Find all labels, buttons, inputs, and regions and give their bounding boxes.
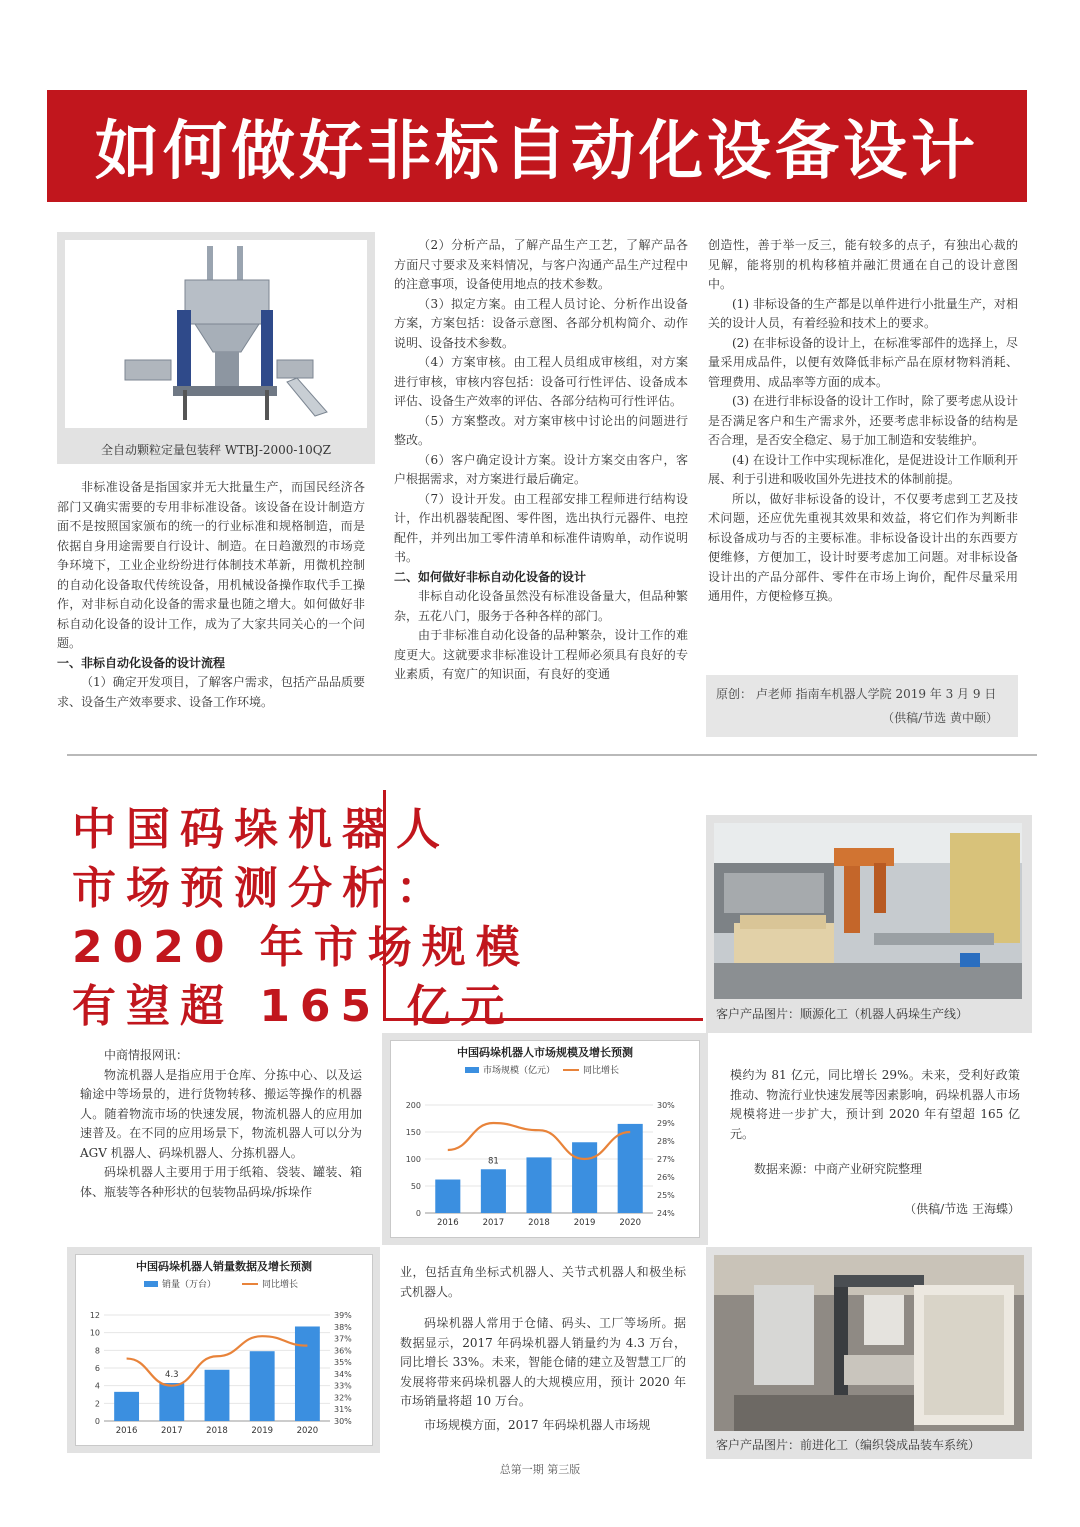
y-tick-label: 12 [89, 1311, 100, 1320]
data-label: 4.3 [165, 1370, 179, 1381]
paragraph: (3) 在进行非标设备的设计工作时，除了要考虑从设计是否满足客户和生产需求外，还要考虑非标设备的结构是否合理，是否安全稳定、易于加工制造和安装维护。 [708, 394, 1018, 447]
article1-column-1 [57, 478, 365, 712]
paragraph: 中商情报网讯： [104, 1048, 189, 1062]
data-label: 81 [487, 1156, 499, 1167]
y2-tick-label: 30% [334, 1417, 352, 1426]
y-tick-label: 0 [415, 1209, 421, 1218]
article2-column-mid [400, 1263, 686, 1435]
chart-bar [114, 1392, 139, 1421]
credit-editor: （供稿/节选 黄中颐） [882, 711, 998, 725]
article2-title [72, 800, 532, 1036]
y2-tick-label: 39% [334, 1311, 352, 1320]
paragraph: 非标自动化设备虽然没有标准设备量大，但品种繁杂，五花八门，服务于各种各样的部门。 [394, 589, 688, 623]
chart-bar [618, 1124, 643, 1213]
y-tick-label: 4 [94, 1381, 100, 1391]
article-title: 如何做好非标自动化设备设计 [95, 115, 979, 189]
x-tick-label: 2016 [436, 1218, 459, 1228]
x-tick-label: 2017 [482, 1218, 505, 1228]
x-tick-label: 2017 [160, 1426, 183, 1436]
paragraph: 码垛机器人主要用于用于纸箱、袋装、罐装、箱体、瓶装等各种形状的包装物品码垛/拆垛作 [80, 1165, 362, 1199]
y2-tick-label: 26% [657, 1173, 675, 1182]
y2-tick-label: 35% [334, 1358, 352, 1368]
customer-photo-box-1 [706, 815, 1032, 1033]
chart-title: 中国码垛机器人销量数据及增长预测 [136, 1260, 312, 1273]
product-photo-box [57, 232, 375, 464]
paragraph: 业，包括直角坐标式机器人、关节式机器人和极坐标式机器人。 [400, 1265, 686, 1299]
paragraph: (1) 非标设备的生产都是以单件进行小批量生产，对相关的设计人员，有着经验和技术上的要求。 [708, 296, 1018, 330]
chart-title: 中国码垛机器人市场规模及增长预测 [457, 1046, 633, 1059]
paragraph: 码垛机器人常用于仓储、码头、工厂等场所。据数据显示，2017 年码垛机器人销量约为 4.3 万台，同比增长 33%。未来，智能仓储的建立及智慧工厂的发展将带来码垛机器人的大规模应用，预计 2020 年市场销量将超 10 万台。 [400, 1316, 686, 1408]
market-size-chart-panel [382, 1033, 708, 1245]
y2-tick-label: 25% [657, 1191, 675, 1200]
y-tick-label: 200 [405, 1101, 421, 1110]
article2-column-left [80, 1046, 362, 1202]
x-tick-label: 2016 [115, 1426, 138, 1436]
paragraph: （7）设计开发。由工程部安排工程师进行结构设计，作出机器装配图、零件图，选出执行元器件、电控配件，并列出加工零件清单和标准件请购单，动作说明书。 [394, 491, 688, 564]
title-line: 中国码垛机器人 [72, 804, 450, 855]
y2-tick-label: 37% [334, 1334, 352, 1344]
paragraph: 由于非标准自动化设备的品种繁杂，设计工作的难度更大。这就要求非标准设计工程师必须具有良好的专业素质，有宽广的知识面，有良好的变通 [394, 628, 688, 681]
title-line: 市场预测分析： [72, 863, 450, 914]
y2-tick-label: 32% [334, 1393, 352, 1403]
paragraph: （1）确定开发项目，了解客户需求，包括产品品质要求、设备生产效率要求、设备工作环境。 [57, 675, 365, 709]
packaging-machine-image [65, 240, 367, 428]
bag-loading-system-image [714, 1255, 1024, 1431]
y2-tick-label: 34% [334, 1369, 352, 1379]
credit-box [706, 675, 1018, 737]
chart-bar [205, 1370, 230, 1421]
chart-bar [435, 1180, 460, 1213]
legend-label: 市场规模（亿元） [483, 1066, 556, 1076]
legend-label: 同比增长 [262, 1280, 299, 1290]
palletizing-line-image [714, 823, 1022, 999]
y2-tick-label: 24% [657, 1209, 675, 1218]
article1-column-2 [394, 236, 688, 685]
page-footer: 总第一期 第三版 [499, 1463, 581, 1476]
chart-bar [572, 1142, 597, 1213]
section-heading: 二、如何做好非标自动化设备的设计 [394, 569, 587, 584]
growth-line [448, 1123, 630, 1159]
paragraph: (4) 在设计工作中实现标准化，是促进设计工作顺利开展、利于引进和吸收国外先进技术的体制前提。 [708, 452, 1018, 486]
chart-bar [159, 1383, 184, 1421]
market-size-chart [390, 1040, 700, 1238]
paragraph: （2）分析产品，了解产品生产工艺，了解产品各方面尺寸要求及来料情况，与客户沟通产品生产过程中的注意事项，设备使用地点的技术参数。 [394, 238, 688, 291]
article2-column-right [730, 1066, 1020, 1219]
y-tick-label: 8 [94, 1346, 100, 1356]
y2-tick-label: 29% [657, 1119, 675, 1128]
customer-photo-box-2 [706, 1247, 1032, 1459]
paragraph: （5）方案整改。对方案审核中讨论出的问题进行整改。 [394, 413, 688, 447]
y2-tick-label: 38% [334, 1322, 352, 1332]
x-tick-label: 2018 [206, 1426, 228, 1436]
paragraph: (2) 在非标设备的设计上，在标准零部件的选择上，尽量采用成品件，以便有效降低非标产品在原材物料消耗、管理费用、成品率等方面的成本。 [708, 335, 1018, 389]
x-tick-label: 2020 [619, 1218, 642, 1228]
x-tick-label: 2019 [573, 1218, 596, 1228]
article1-column-3 [708, 236, 1018, 607]
paragraph: 市场规模方面，2017 年码垛机器人市场规 [424, 1417, 651, 1432]
photo-caption: 客户产品图片：顺源化工（机器人码垛生产线） [716, 1007, 969, 1021]
title-line: 2020 年市场规模 [72, 922, 530, 973]
photo-caption: 客户产品图片：前进化工（编织袋成品装车系统） [716, 1438, 981, 1452]
credit-editor: （供稿/节选 王海蝶） [904, 1201, 1020, 1216]
paragraph: 非标准设备是指国家并无大批量生产，而国民经济各部门又确实需要的专用非标准设备。该设备在设计制造方面不是按照国家颁布的统一的行业标准和规格制造，而是依据自身用途需要自行设计、制造。在日趋激烈的市场竞争环境下，工业企业纷纷进行体制技术革新，用微机控制的自动化设备取代传统设备，用机械设备操作取代手工操作，对非标自动化设备的需求量也随之增大。如何做好非标自动化设备的设计工作，成为了大家共同关心的一个问题。 [57, 480, 365, 650]
paragraph: （4）方案审核。由工程人员组成审核组，对方案进行审核，审核内容包括：设备可行性评估、设备成本评估、设备生产效率的评估、各部分结构可行性评估。 [394, 355, 688, 408]
legend-label: 销量（万台） [162, 1280, 217, 1290]
y2-tick-label: 27% [657, 1155, 675, 1164]
y2-tick-label: 36% [334, 1346, 352, 1356]
sales-chart-panel [67, 1247, 380, 1453]
paragraph: （6）客户确定设计方案。设计方案交由客户，客户根据需求，对方案进行最后确定。 [394, 452, 688, 486]
y2-tick-label: 28% [657, 1137, 675, 1146]
title-line: 有望超 165 亿元 [72, 981, 515, 1032]
x-tick-label: 2020 [296, 1426, 319, 1436]
sales-chart [75, 1254, 373, 1446]
y-tick-label: 150 [405, 1128, 421, 1137]
y-tick-label: 100 [405, 1155, 421, 1164]
y2-tick-label: 30% [657, 1101, 675, 1110]
data-source: 数据来源：中商产业研究院整理 [754, 1162, 923, 1176]
credit-line: 原创： 卢老师 指南车机器人学院 2019 年 3 月 9 日 [716, 687, 997, 701]
y-tick-label: 0 [94, 1417, 100, 1426]
legend-swatch-bar [144, 1281, 158, 1287]
legend-swatch-bar [465, 1067, 479, 1073]
y-tick-label: 6 [94, 1364, 100, 1373]
paragraph: 物流机器人是指应用于仓库、分拣中心、以及运输途中等场景的，进行货物转移、搬运等操作的机器人。随着物流市场的快速发展，物流机器人的应用加速普及。在不同的应用场景下，物流机器人可以分为 AGV 机器人、码垛机器人、分拣机器人。 [80, 1067, 362, 1160]
chart-bar [526, 1157, 551, 1213]
article-title-banner [47, 90, 1027, 202]
legend-label: 同比增长 [583, 1066, 620, 1076]
section-divider [67, 754, 1037, 756]
y-tick-label: 50 [410, 1182, 421, 1191]
x-tick-label: 2019 [251, 1426, 274, 1436]
paragraph: 所以，做好非标设备的设计，不仅要考虑到工艺及技术问题，还应优先重视其效果和效益，将它们作为判断非标设备成功与否的主要标准。非标设备设计出的东西要方便维修，方便加工，设计时要考虑加工问题。对非标设备设计出的产品分部件、零件在市场上询价，配件尽量采用通用件，方便检修互换。 [708, 491, 1018, 603]
chart-bar [250, 1351, 275, 1421]
chart-bar [295, 1326, 320, 1421]
paragraph: 模约为 81 亿元，同比增长 29%。未来，受利好政策推动、物流行业快速发展等因素影响，码垛机器人市场规模将进一步扩大，预计到 2020 年有望超 165 亿元。 [730, 1068, 1020, 1141]
y2-tick-label: 31% [334, 1405, 352, 1415]
chart-bar [481, 1169, 506, 1213]
photo-caption: 全自动颗粒定量包装秤 WTBJ-2000-10QZ [101, 443, 331, 457]
y2-tick-label: 33% [334, 1381, 352, 1391]
y-tick-label: 2 [94, 1399, 100, 1409]
paragraph: （3）拟定方案。由工程人员讨论、分析作出设备方案，方案包括：设备示意图、各部分机构简介、动作说明、设备技术参数。 [394, 296, 688, 350]
paragraph: 创造性，善于举一反三，能有较多的点子，有独出心裁的见解，能将别的机构移植并融汇贯通在自己的设计意图中。 [708, 238, 1018, 291]
section-heading: 一、非标自动化设备的设计流程 [57, 655, 226, 670]
x-tick-label: 2018 [528, 1218, 550, 1228]
y-tick-label: 10 [89, 1328, 100, 1338]
